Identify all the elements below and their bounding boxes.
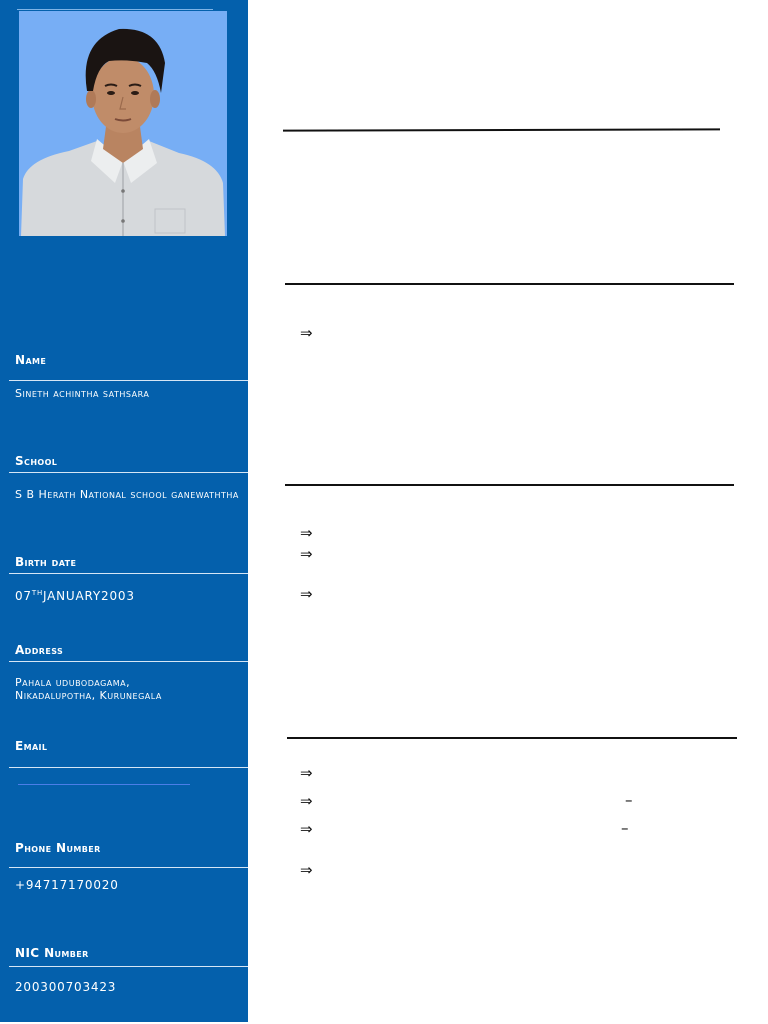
bullet-arrow: ⇒ xyxy=(300,324,313,342)
nic-divider xyxy=(9,966,248,967)
phone-value: +94717170020 xyxy=(15,878,119,892)
address-label: Address xyxy=(15,643,64,657)
birth-date-divider xyxy=(9,573,248,574)
school-label: School xyxy=(15,454,58,468)
birth-date-value xyxy=(15,587,241,603)
phone-divider xyxy=(9,867,248,868)
sidebar xyxy=(0,0,248,1022)
section-rule-4 xyxy=(287,737,737,739)
nic-value: 200300703423 xyxy=(15,980,117,994)
bullet-arrow: ⇒ xyxy=(300,764,313,782)
address-value xyxy=(15,676,241,702)
birth-day-suffix: TH xyxy=(31,589,44,597)
bullet-arrow: ⇒ xyxy=(300,545,313,563)
birth-day: 07 xyxy=(15,589,32,603)
profile-photo-image xyxy=(19,11,227,236)
section-rule-2 xyxy=(285,283,734,285)
name-divider xyxy=(9,380,248,381)
address-line-2: Nikadalupotha, Kurunegala xyxy=(15,689,162,702)
bullet-arrow: ⇒ xyxy=(300,524,313,542)
birth-date-label: Birth date xyxy=(15,555,77,569)
section-rule-1 xyxy=(283,128,720,131)
school-value: S B Herath National school ganewaththa xyxy=(15,488,239,501)
name-label: Name xyxy=(15,353,47,367)
dash-mark: – xyxy=(621,819,629,837)
nic-label: NIC Number xyxy=(15,946,89,960)
school-divider xyxy=(9,472,248,473)
email-link[interactable] xyxy=(18,784,190,785)
bullet-arrow: ⇒ xyxy=(300,792,313,810)
address-line-1: Pahala udubodagama, xyxy=(15,676,131,689)
name-value: Sineth achintha sathsara xyxy=(15,387,150,400)
email-label: Email xyxy=(15,739,48,753)
bullet-arrow: ⇒ xyxy=(300,861,313,879)
bullet-arrow: ⇒ xyxy=(300,585,313,603)
sidebar-top-line xyxy=(17,9,213,10)
profile-photo xyxy=(19,11,227,236)
birth-month-year: JANUARY2003 xyxy=(43,589,135,603)
email-divider xyxy=(9,767,248,768)
bullet-arrow: ⇒ xyxy=(300,820,313,838)
address-divider xyxy=(9,661,248,662)
dash-mark: – xyxy=(625,791,633,809)
phone-label: Phone Number xyxy=(15,841,101,855)
section-rule-3 xyxy=(285,484,734,486)
